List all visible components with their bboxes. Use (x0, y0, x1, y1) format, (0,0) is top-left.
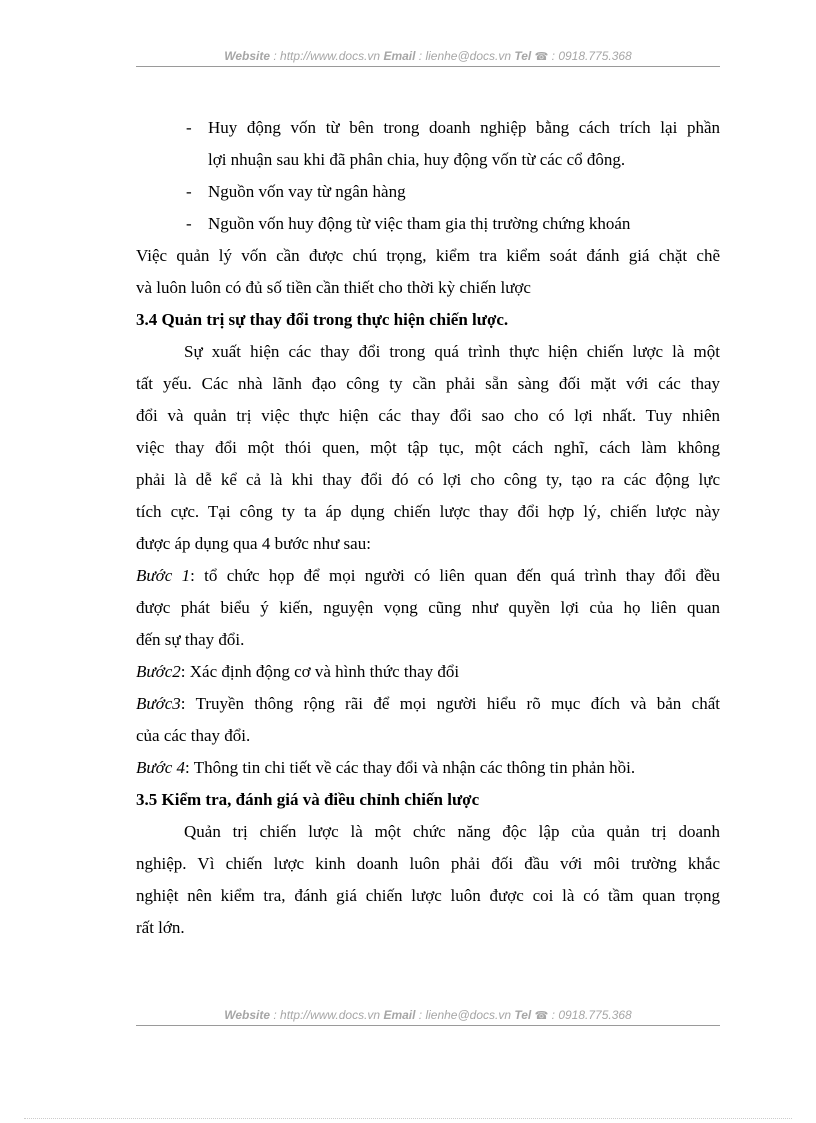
email-value: : lienhe@docs.vn (415, 49, 515, 63)
paragraph-line: được áp dụng qua 4 bước như sau: (136, 534, 371, 553)
section-heading: 3.4 Quản trị sự thay đổi trong thực hiện chiến lược. (136, 310, 509, 329)
website-label: Website (224, 1008, 271, 1022)
document-body (136, 112, 720, 944)
website-label: Website (224, 49, 271, 63)
tel-label: Tel (514, 1008, 532, 1022)
list-item (136, 112, 720, 144)
list-item-text: Nguồn vốn huy động từ việc tham gia thị trường chứng khoán (208, 214, 631, 233)
paragraph-line: và luôn luôn có đủ số tiền cần thiết cho thời kỳ chiến lược (136, 278, 531, 297)
tel-value: : 0918.775.368 (548, 1008, 632, 1022)
list-item (136, 176, 720, 208)
paragraph-line: rất lớn. (136, 918, 185, 937)
step-line: của các thay đổi. (136, 726, 251, 745)
header-divider (136, 66, 720, 67)
section-heading: 3.5 Kiểm tra, đánh giá và điều chỉnh chiến lược (136, 790, 480, 809)
list-item-continuation: lợi nhuận sau khi đã phân chia, huy động vốn từ các cổ đông. (208, 150, 626, 169)
step-text: : Xác định động cơ và hình thức thay đổi (180, 662, 460, 681)
paragraph-line: Quản trị chiến lược là một chức năng độc lập của quản trị doanh (184, 822, 720, 841)
email-value: : lienhe@docs.vn (415, 1008, 515, 1022)
tel-label: Tel (514, 49, 532, 63)
website-value: : http://www.docs.vn (270, 49, 384, 63)
step-line (136, 560, 720, 592)
paragraph-line: Sự xuất hiện các thay đổi trong quá trình thực hiện chiến lược là một (184, 342, 720, 361)
step-line: đến sự thay đổi. (136, 630, 245, 649)
step-text: : Thông tin chi tiết về các thay đổi và nhận các thông tin phản hồi. (185, 758, 636, 777)
page-header (136, 49, 720, 63)
list-item (136, 208, 720, 240)
page-footer (136, 1008, 720, 1022)
step-line (136, 656, 720, 688)
footer-divider (136, 1025, 720, 1026)
paragraph-line: phải là dễ kể cả là khi thay đổi đó có lợi cho công ty, tạo ra các động lực (136, 470, 720, 489)
paragraph-line: việc thay đổi một thói quen, một tập tục, một cách nghĩ, cách làm không (136, 438, 720, 457)
step-line (136, 688, 720, 720)
page-bottom-border (24, 1118, 792, 1119)
step-label: Bước3 (136, 694, 181, 713)
step-text: : Truyền thông rộng rãi để mọi người hiểu rõ mục đích và bản chất (180, 694, 720, 713)
phone-icon: ☎ (534, 51, 549, 63)
website-value: : http://www.docs.vn (270, 1008, 384, 1022)
step-label: Bước 4 (136, 758, 186, 777)
email-label: Email (383, 1008, 416, 1022)
paragraph-line: nghiệp. Vì chiến lược kinh doanh luôn phải đối đầu với môi trường khắc (136, 854, 720, 873)
bullet-dash: - (186, 214, 192, 233)
step-label: Bước2 (136, 662, 181, 681)
email-label: Email (383, 49, 416, 63)
step-line (136, 752, 720, 784)
list-item-text: Nguồn vốn vay từ ngân hàng (208, 182, 406, 201)
paragraph-line: Việc quản lý vốn cần được chú trọng, kiểm tra kiểm soát đánh giá chặt chẽ (136, 246, 720, 265)
step-line: được phát biểu ý kiến, nguyện vọng cũng như quyền lợi của họ liên quan (136, 598, 720, 617)
paragraph-line: tích cực. Tại công ty ta áp dụng chiến lược thay đổi hợp lý, chiến lược này (136, 502, 720, 521)
list-item-text: Huy động vốn từ bên trong doanh nghiệp bằng cách trích lại phần (208, 118, 720, 137)
step-text: : tổ chức họp để mọi người có liên quan đến quá trình thay đổi đều (190, 566, 720, 585)
tel-value: : 0918.775.368 (548, 49, 632, 63)
step-label: Bước 1 (136, 566, 191, 585)
paragraph-line: đổi và quản trị việc thực hiện các thay đổi sao cho có lợi nhất. Tuy nhiên (136, 406, 720, 425)
bullet-dash: - (186, 182, 192, 201)
paragraph-line: tất yếu. Các nhà lãnh đạo công ty cần phải sẵn sàng đối mặt với các thay (136, 374, 720, 393)
paragraph-line: nghiệt nên kiểm tra, đánh giá chiến lược luôn được coi là có tầm quan trọng (136, 886, 720, 905)
bullet-dash: - (186, 118, 192, 137)
phone-icon: ☎ (534, 1010, 549, 1022)
